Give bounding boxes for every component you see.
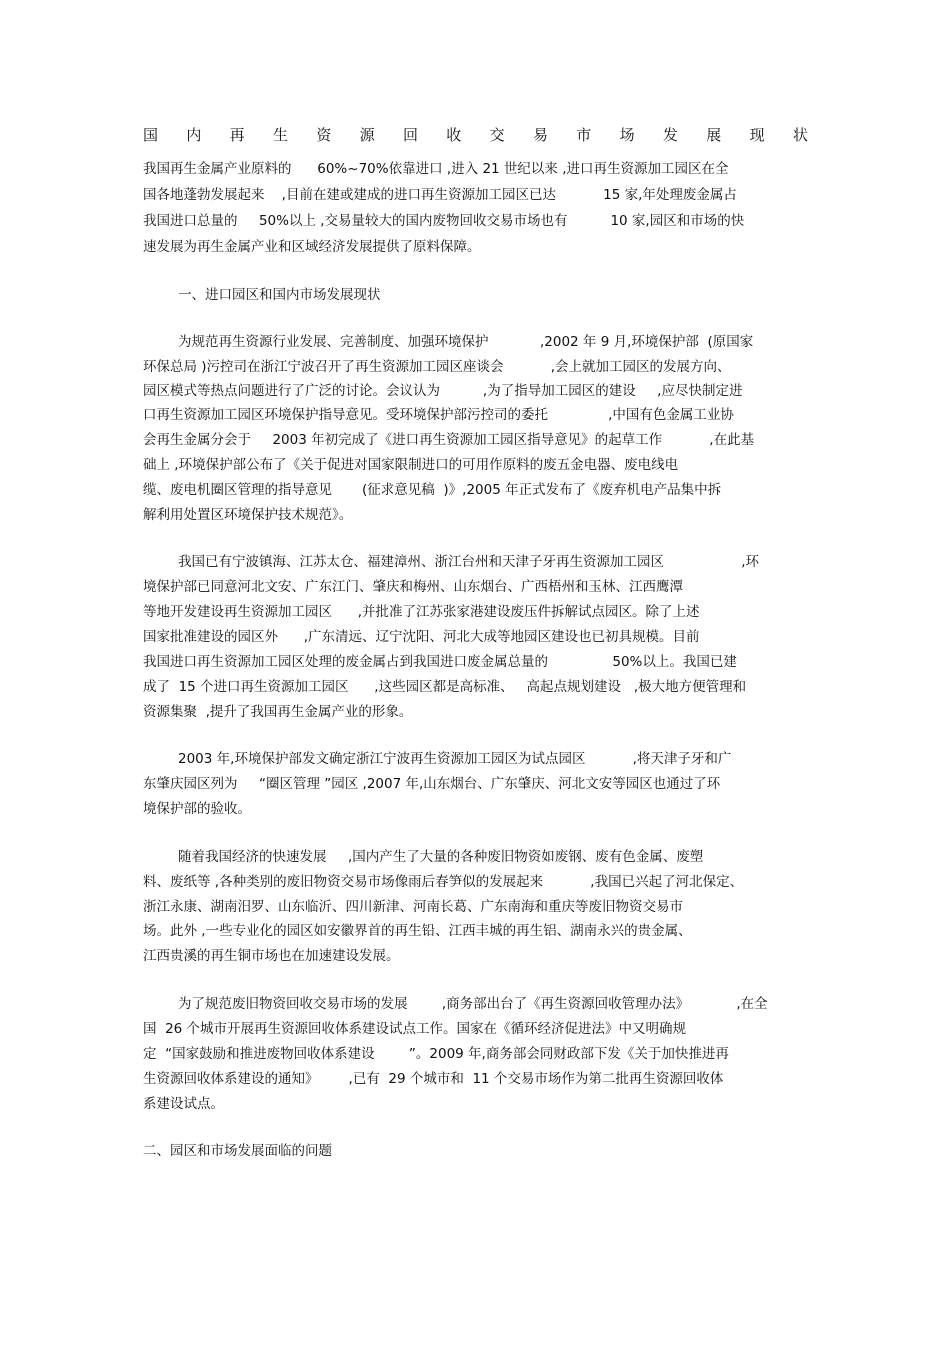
text-line: 境保护部的验收。 [143, 801, 251, 817]
text-line: 会再生金属分会于 2003 年初完成了《进口再生资源加工园区指导意见》的起草工作 ,在此基 [143, 432, 755, 448]
text-line: 资源集聚 ,提升了我国再生金属产业的形象。 [143, 704, 413, 720]
text-line: 东肇庆园区列为 “圈区管理 ”园区 ,2007 年,山东烟台、广东肇庆、河北文安等园区也通过了环 [143, 776, 721, 792]
text-line: 我国进口再生资源加工园区处理的废金属占到我国进口废金属总量的 50%以上。我国已建 [143, 654, 737, 670]
text-line: 场。此外 ,一些专业化的园区如安徽界首的再生铅、江西丰城的再生铝、湖南永兴的贵金属、 [143, 923, 692, 939]
text-line: 国家批准建设的园区外 ,广东清远、辽宁沈阳、河北大成等地园区建设也已初具规模。目前 [143, 629, 700, 645]
text-line: 我国再生金属产业原料的 60%~70%依靠进口 ,进入 21 世纪以来 ,进口再生资源加工园区在全 [143, 161, 729, 177]
section-heading: 二、园区和市场发展面临的问题 [143, 1143, 332, 1159]
text-line: 等地开发建设再生资源加工园区 ,并批准了江苏张家港建设废压件拆解试点园区。除了上述 [143, 604, 700, 620]
text-line: 随着我国经济的快速发展 ,国内产生了大量的各种废旧物资如废钢、废有色金属、废塑 [178, 849, 704, 865]
text-line: 2003 年,环境保护部发文确定浙江宁波再生资源加工园区为试点园区 ,将天津子牙和广 [178, 751, 732, 767]
title-char: 市 [576, 126, 592, 144]
text-line: 国各地蓬勃发展起来 ,目前在建或建成的进口再生资源加工园区已达 15 家,年处理废金属占 [143, 187, 737, 203]
section-heading: 一、进口园区和国内市场发展现状 [178, 287, 381, 303]
title-char: 发 [662, 126, 678, 144]
text-line: 缆、废电机圈区管理的指导意见 (征求意见稿 )》,2005 年正式发布了《废弃机电产品集中拆 [143, 482, 722, 498]
text-line: 江西贵溪的再生铜市场也在加速建设发展。 [143, 948, 400, 964]
text-line: 口再生资源加工园区环境保护指导意见。受环境保护部污控司的委托 ,中国有色金属工业协 [143, 407, 734, 423]
text-line: 础上 ,环境保护部公布了《关于促进对国家限制进口的可用作原料的废五金电器、废电线电 [143, 457, 679, 473]
text-line: 环保总局 )污控司在浙江宁波召开了再生资源加工园区座谈会 ,会上就加工园区的发展方向、 [143, 359, 731, 375]
title-char: 国 [143, 126, 159, 144]
text-line: 为了规范废旧物资回收交易市场的发展 ,商务部出台了《再生资源回收管理办法》 ,在全 [178, 996, 768, 1012]
title-char: 状 [792, 126, 808, 144]
title-char: 回 [402, 126, 418, 144]
text-line: 园区模式等热点问题进行了广泛的讨论。会议认为 ,为了指导加工园区的建设 ,应尽快制定进 [143, 383, 743, 399]
text-line: 定 “国家鼓励和推进废物回收体系建设 ”。2009 年,商务部会同财政部下发《关于加快推进再 [143, 1046, 729, 1062]
text-line: 我国已有宁波镇海、江苏太仓、福建漳州、浙江台州和天津子牙再生资源加工园区 ,环 [178, 554, 760, 570]
text-line: 系建设试点。 [143, 1096, 224, 1112]
text-line: 国 26 个城市开展再生资源回收体系建设试点工作。国家在《循环经济促进法》中又明确规 [143, 1021, 687, 1037]
title-char: 易 [532, 126, 548, 144]
text-line: 生资源回收体系建设的通知》 ,已有 29 个城市和 11 个交易市场作为第二批再生资源回收体 [143, 1071, 724, 1087]
text-line: 解利用处置区环境保护技术规范》。 [143, 507, 353, 523]
text-line: 料、废纸等 ,各种类别的废旧物资交易市场像雨后春笋似的发展起来 ,我国已兴起了河北保定、 [143, 874, 744, 890]
title-char: 资 [316, 126, 332, 144]
title-char: 交 [489, 126, 505, 144]
text-line: 为规范再生资源行业发展、完善制度、加强环境保护 ,2002 年 9 月,环境保护部 (原国家 [178, 334, 754, 350]
text-line: 速发展为再生金属产业和区域经济发展提供了原料保障。 [143, 239, 481, 255]
title-char: 展 [706, 126, 722, 144]
text-line: 我国进口总量的 50%以上 ,交易量较大的国内废物回收交易市场也有 10 家,园区和市场的快 [143, 213, 745, 229]
text-line: 境保护部已同意河北文安、广东江门、肇庆和梅州、山东烟台、广西梧州和玉林、江西鹰潭 [143, 579, 683, 595]
text-line: 浙江永康、湖南汨罗、山东临沂、四川新津、河南长葛、广东南海和重庆等废旧物资交易市 [143, 899, 683, 915]
title-char: 生 [272, 126, 288, 144]
document-title [143, 123, 808, 147]
title-char: 内 [186, 126, 202, 144]
title-char: 再 [229, 126, 245, 144]
title-char: 现 [749, 126, 765, 144]
title-char: 场 [619, 126, 635, 144]
title-char: 源 [359, 126, 375, 144]
text-line: 成了 15 个进口再生资源加工园区 ,这些园区都是高标准、 高起点规划建设 ,极大地方便管理和 [143, 679, 747, 695]
title-char: 收 [446, 126, 462, 144]
